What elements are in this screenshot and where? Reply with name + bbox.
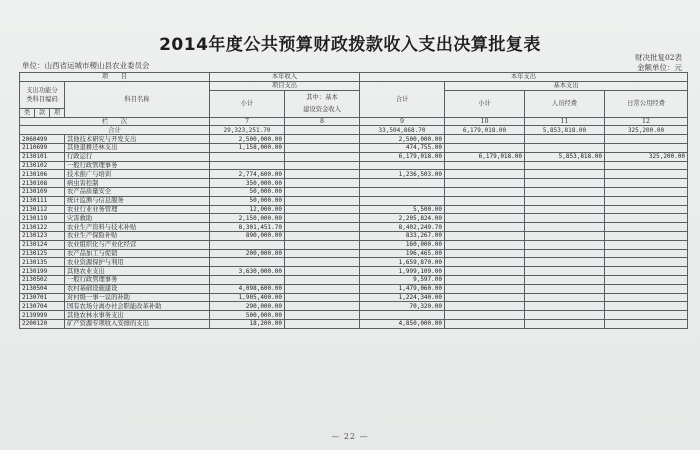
row-c12 — [605, 249, 688, 258]
row-code: 2110699 — [20, 143, 65, 152]
col-number-12: 12 — [605, 117, 688, 126]
table-row — [20, 284, 688, 293]
row-c8 — [285, 267, 360, 276]
table-row — [20, 143, 688, 152]
header-lei: 类 — [20, 108, 35, 117]
table-row — [20, 293, 688, 302]
table-row — [20, 267, 688, 276]
row-c10 — [445, 161, 525, 170]
header-subtotal-expense: 小计 — [445, 90, 525, 117]
row-c12 — [605, 135, 688, 144]
row-c8 — [285, 152, 360, 161]
row-c9: 1,479,060.00 — [360, 284, 445, 293]
page-title: 2014年度公共预算财政拨款收入支出决算批复表 — [159, 35, 541, 55]
row-subject-name: 一般行政管理事务 — [65, 161, 210, 170]
row-subject-name: 其他农林水事务支出 — [65, 311, 210, 320]
row-code: 2200120 — [20, 319, 65, 328]
total-row — [20, 126, 688, 135]
row-c8 — [285, 275, 360, 284]
row-c12 — [605, 240, 688, 249]
row-c8 — [285, 293, 360, 302]
total-c11: 5,853,818.00 — [525, 126, 605, 135]
table-row — [20, 205, 688, 214]
row-c11 — [525, 231, 605, 240]
header-subtotal-income: 小计 — [210, 90, 285, 117]
row-c11 — [525, 284, 605, 293]
header-total: 合计 — [360, 81, 445, 117]
header-of-which-line1: 其中：基本 — [306, 93, 338, 101]
row-c10 — [445, 214, 525, 223]
total-c12: 325,200.00 — [605, 126, 688, 135]
row-c7: 500,000.00 — [210, 311, 285, 320]
col-number-11: 11 — [525, 117, 605, 126]
row-c9: 474,755.00 — [360, 143, 445, 152]
row-c9: 5,500.00 — [360, 205, 445, 214]
row-c8 — [285, 284, 360, 293]
row-c9: 160,000.00 — [360, 240, 445, 249]
row-c10 — [445, 293, 525, 302]
row-subject-name: 技术推广与培训 — [65, 170, 210, 179]
row-subject-name: 统计监测与信息服务 — [65, 196, 210, 205]
row-c7: 50,000.00 — [210, 187, 285, 196]
row-c9 — [360, 187, 445, 196]
row-c10 — [445, 179, 525, 188]
header-of-which-line2: 建设资金收入 — [303, 105, 341, 113]
row-c12 — [605, 258, 688, 267]
row-code: 2130112 — [20, 205, 65, 214]
row-code: 2130102 — [20, 161, 65, 170]
row-code: 2130106 — [20, 170, 65, 179]
row-c8 — [285, 240, 360, 249]
row-c12 — [605, 284, 688, 293]
row-subject-name: 农村基础设施建设 — [65, 284, 210, 293]
header-project-expense: 项目支出 — [210, 81, 360, 90]
row-c12 — [605, 231, 688, 240]
row-code: 2130199 — [20, 267, 65, 276]
header-kuan: 款 — [35, 108, 50, 117]
row-c12: 325,200.00 — [605, 152, 688, 161]
row-c7 — [210, 258, 285, 267]
row-c12 — [605, 179, 688, 188]
row-c12 — [605, 302, 688, 311]
table-row — [20, 249, 688, 258]
row-subject-name: 灾害救助 — [65, 214, 210, 223]
row-c10 — [445, 240, 525, 249]
table-number: 财决批复02表 — [634, 53, 682, 62]
row-c10 — [445, 275, 525, 284]
table-row — [20, 240, 688, 249]
row-c11 — [525, 302, 605, 311]
row-subject-name: 国有农场分离办社会职能改革补助 — [65, 302, 210, 311]
row-c8 — [285, 302, 360, 311]
row-c11 — [525, 249, 605, 258]
header-income: 本年收入 — [210, 73, 360, 82]
header-xiang: 项 — [50, 108, 65, 117]
row-c10 — [445, 205, 525, 214]
row-c12 — [605, 161, 688, 170]
col-number-10: 10 — [445, 117, 525, 126]
row-code: 2130119 — [20, 214, 65, 223]
row-c8 — [285, 205, 360, 214]
row-c7: 12,000.00 — [210, 205, 285, 214]
row-c12 — [605, 143, 688, 152]
row-c7: 1,158,000.00 — [210, 143, 285, 152]
row-c11 — [525, 187, 605, 196]
table-row — [20, 187, 688, 196]
row-c11 — [525, 319, 605, 328]
row-c10 — [445, 143, 525, 152]
row-subject-name: 对村级一事一议的补助 — [65, 293, 210, 302]
row-code: 2130701 — [20, 293, 65, 302]
row-c11 — [525, 275, 605, 284]
row-c7: 50,000.00 — [210, 196, 285, 205]
header-of-which — [285, 90, 360, 117]
row-c11 — [525, 161, 605, 170]
row-c9: 1,999,109.00 — [360, 267, 445, 276]
row-c11 — [525, 135, 605, 144]
row-c8 — [285, 249, 360, 258]
row-c8 — [285, 161, 360, 170]
header-lanci: 栏 次 — [20, 117, 210, 126]
row-c8 — [285, 143, 360, 152]
row-subject-name: 一般行政管理事务 — [65, 275, 210, 284]
row-c10 — [445, 311, 525, 320]
row-c7: 8,301,451.70 — [210, 223, 285, 232]
row-c9 — [360, 196, 445, 205]
table-row — [20, 170, 688, 179]
row-c12 — [605, 311, 688, 320]
row-code: 2130108 — [20, 179, 65, 188]
row-c10 — [445, 196, 525, 205]
row-c9: 1,236,503.00 — [360, 170, 445, 179]
row-c7: 290,000.00 — [210, 302, 285, 311]
total-label: 合计 — [20, 126, 210, 135]
row-code: 2130111 — [20, 196, 65, 205]
header-public: 日常公用经费 — [605, 90, 688, 117]
row-c8 — [285, 311, 360, 320]
row-code: 2130504 — [20, 284, 65, 293]
row-c12 — [605, 267, 688, 276]
row-c7: 890,000.00 — [210, 231, 285, 240]
row-c9 — [360, 161, 445, 170]
row-c10 — [445, 284, 525, 293]
row-c7 — [210, 161, 285, 170]
row-c11 — [525, 214, 605, 223]
row-c8 — [285, 319, 360, 328]
unit-label: 单位：山西省运城市稷山县农业委员会 — [22, 61, 150, 70]
total-c10: 6,179,018.00 — [445, 126, 525, 135]
row-c7: 350,000.00 — [210, 179, 285, 188]
table-row — [20, 223, 688, 232]
page-number: — 22 — — [331, 432, 369, 441]
row-code: 2130122 — [20, 223, 65, 232]
header-item: 项 目 — [20, 73, 210, 82]
header-basic-expense: 基本支出 — [445, 81, 688, 90]
row-c11: 5,853,818.00 — [525, 152, 605, 161]
table-number-block — [635, 53, 682, 73]
row-c10 — [445, 135, 525, 144]
table-row — [20, 311, 688, 320]
row-code: 2130502 — [20, 275, 65, 284]
row-c12 — [605, 223, 688, 232]
row-subject-name: 农业组织化与产业化经营 — [65, 240, 210, 249]
row-c9: 2,205,824.00 — [360, 214, 445, 223]
total-c7: 29,323,251.70 — [210, 126, 285, 135]
row-c12 — [605, 319, 688, 328]
table-row — [20, 135, 688, 144]
row-c8 — [285, 135, 360, 144]
col-number-7: 7 — [210, 117, 285, 126]
row-subject-name: 病虫害控制 — [65, 179, 210, 188]
table-row — [20, 231, 688, 240]
row-c10: 6,179,018.00 — [445, 152, 525, 161]
money-unit: 金额单位：元 — [637, 63, 682, 72]
table-row — [20, 258, 688, 267]
row-c10 — [445, 187, 525, 196]
row-c11 — [525, 311, 605, 320]
row-c7: 18,200.00 — [210, 319, 285, 328]
row-c8 — [285, 258, 360, 267]
row-c8 — [285, 187, 360, 196]
total-c9: 33,504,868.70 — [360, 126, 445, 135]
row-c7: 200,000.00 — [210, 249, 285, 258]
row-subject-name: 矿产资源专项收入安排的支出 — [65, 319, 210, 328]
table-row — [20, 179, 688, 188]
row-c8 — [285, 170, 360, 179]
row-c8 — [285, 214, 360, 223]
row-c10 — [445, 302, 525, 311]
row-c7: 2,774,600.00 — [210, 170, 285, 179]
row-c9: 9,597.00 — [360, 275, 445, 284]
table-row — [20, 196, 688, 205]
table-row — [20, 152, 688, 161]
row-c7 — [210, 275, 285, 284]
total-c8 — [285, 126, 360, 135]
row-c12 — [605, 196, 688, 205]
row-code: 2139999 — [20, 311, 65, 320]
row-subject-name: 农业生产保险补贴 — [65, 231, 210, 240]
row-c11 — [525, 205, 605, 214]
row-code: 2130109 — [20, 187, 65, 196]
row-c9 — [360, 179, 445, 188]
row-c12 — [605, 187, 688, 196]
row-code: 2130704 — [20, 302, 65, 311]
row-c12 — [605, 275, 688, 284]
row-c7 — [210, 240, 285, 249]
row-code: 2130135 — [20, 258, 65, 267]
row-c8 — [285, 179, 360, 188]
row-c10 — [445, 267, 525, 276]
row-c10 — [445, 258, 525, 267]
row-subject-name: 其他退耕还林支出 — [65, 143, 210, 152]
table-row — [20, 302, 688, 311]
row-code: 2130123 — [20, 231, 65, 240]
table-body — [20, 135, 688, 329]
row-subject-name: 农产品加工与促销 — [65, 249, 210, 258]
table-row — [20, 161, 688, 170]
table-row — [20, 275, 688, 284]
row-c9: 1,659,870.00 — [360, 258, 445, 267]
row-c9 — [360, 311, 445, 320]
col-number-9: 9 — [360, 117, 445, 126]
row-subject-name: 农业生产资料与技术补贴 — [65, 223, 210, 232]
row-c12 — [605, 214, 688, 223]
row-c10 — [445, 231, 525, 240]
row-c7: 1,905,400.00 — [210, 293, 285, 302]
row-subject-name: 农产品质量安全 — [65, 187, 210, 196]
row-c11 — [525, 240, 605, 249]
row-c9: 6,179,018.00 — [360, 152, 445, 161]
row-c11 — [525, 179, 605, 188]
row-subject-name: 其他技术研究与开发支出 — [65, 135, 210, 144]
row-c7: 2,500,000.00 — [210, 135, 285, 144]
row-c9: 4,850,000.00 — [360, 319, 445, 328]
row-c11 — [525, 143, 605, 152]
row-c9: 1,224,340.00 — [360, 293, 445, 302]
row-subject-name: 农业资源保护与利用 — [65, 258, 210, 267]
row-c10 — [445, 223, 525, 232]
row-c12 — [605, 170, 688, 179]
row-subject-name: 行政运行 — [65, 152, 210, 161]
header-subject-name: 科目名称 — [65, 81, 210, 117]
row-c10 — [445, 319, 525, 328]
row-c9: 2,500,000.00 — [360, 135, 445, 144]
row-subject-name: 农业行业业务管理 — [65, 205, 210, 214]
row-c11 — [525, 223, 605, 232]
row-c9: 70,320.00 — [360, 302, 445, 311]
table-row — [20, 214, 688, 223]
row-subject-name: 其他农业支出 — [65, 267, 210, 276]
header-func-code — [20, 81, 65, 108]
header-expenditure: 本年支出 — [360, 73, 688, 82]
row-c7: 2,150,000.00 — [210, 214, 285, 223]
row-c7 — [210, 152, 285, 161]
row-code: 2060499 — [20, 135, 65, 144]
row-c8 — [285, 223, 360, 232]
row-c11 — [525, 170, 605, 179]
row-c8 — [285, 196, 360, 205]
row-c9: 8,402,249.70 — [360, 223, 445, 232]
row-code: 2130101 — [20, 152, 65, 161]
table-row — [20, 319, 688, 328]
header-func-code-line2: 类科目编码 — [26, 95, 58, 103]
row-c11 — [525, 293, 605, 302]
row-c7: 3,630,000.00 — [210, 267, 285, 276]
row-c10 — [445, 249, 525, 258]
row-c8 — [285, 231, 360, 240]
budget-table — [19, 72, 688, 329]
row-c7: 4,098,600.00 — [210, 284, 285, 293]
table-header — [20, 73, 688, 135]
row-code: 2130125 — [20, 249, 65, 258]
header-func-code-line1: 支出功能分 — [26, 86, 58, 94]
row-c11 — [525, 196, 605, 205]
row-c11 — [525, 258, 605, 267]
header-personnel: 人员经费 — [525, 90, 605, 117]
row-c9: 833,267.00 — [360, 231, 445, 240]
col-number-8: 8 — [285, 117, 360, 126]
row-code: 2130124 — [20, 240, 65, 249]
row-c12 — [605, 293, 688, 302]
row-c9: 196,465.00 — [360, 249, 445, 258]
row-c12 — [605, 205, 688, 214]
row-c10 — [445, 170, 525, 179]
row-c11 — [525, 267, 605, 276]
